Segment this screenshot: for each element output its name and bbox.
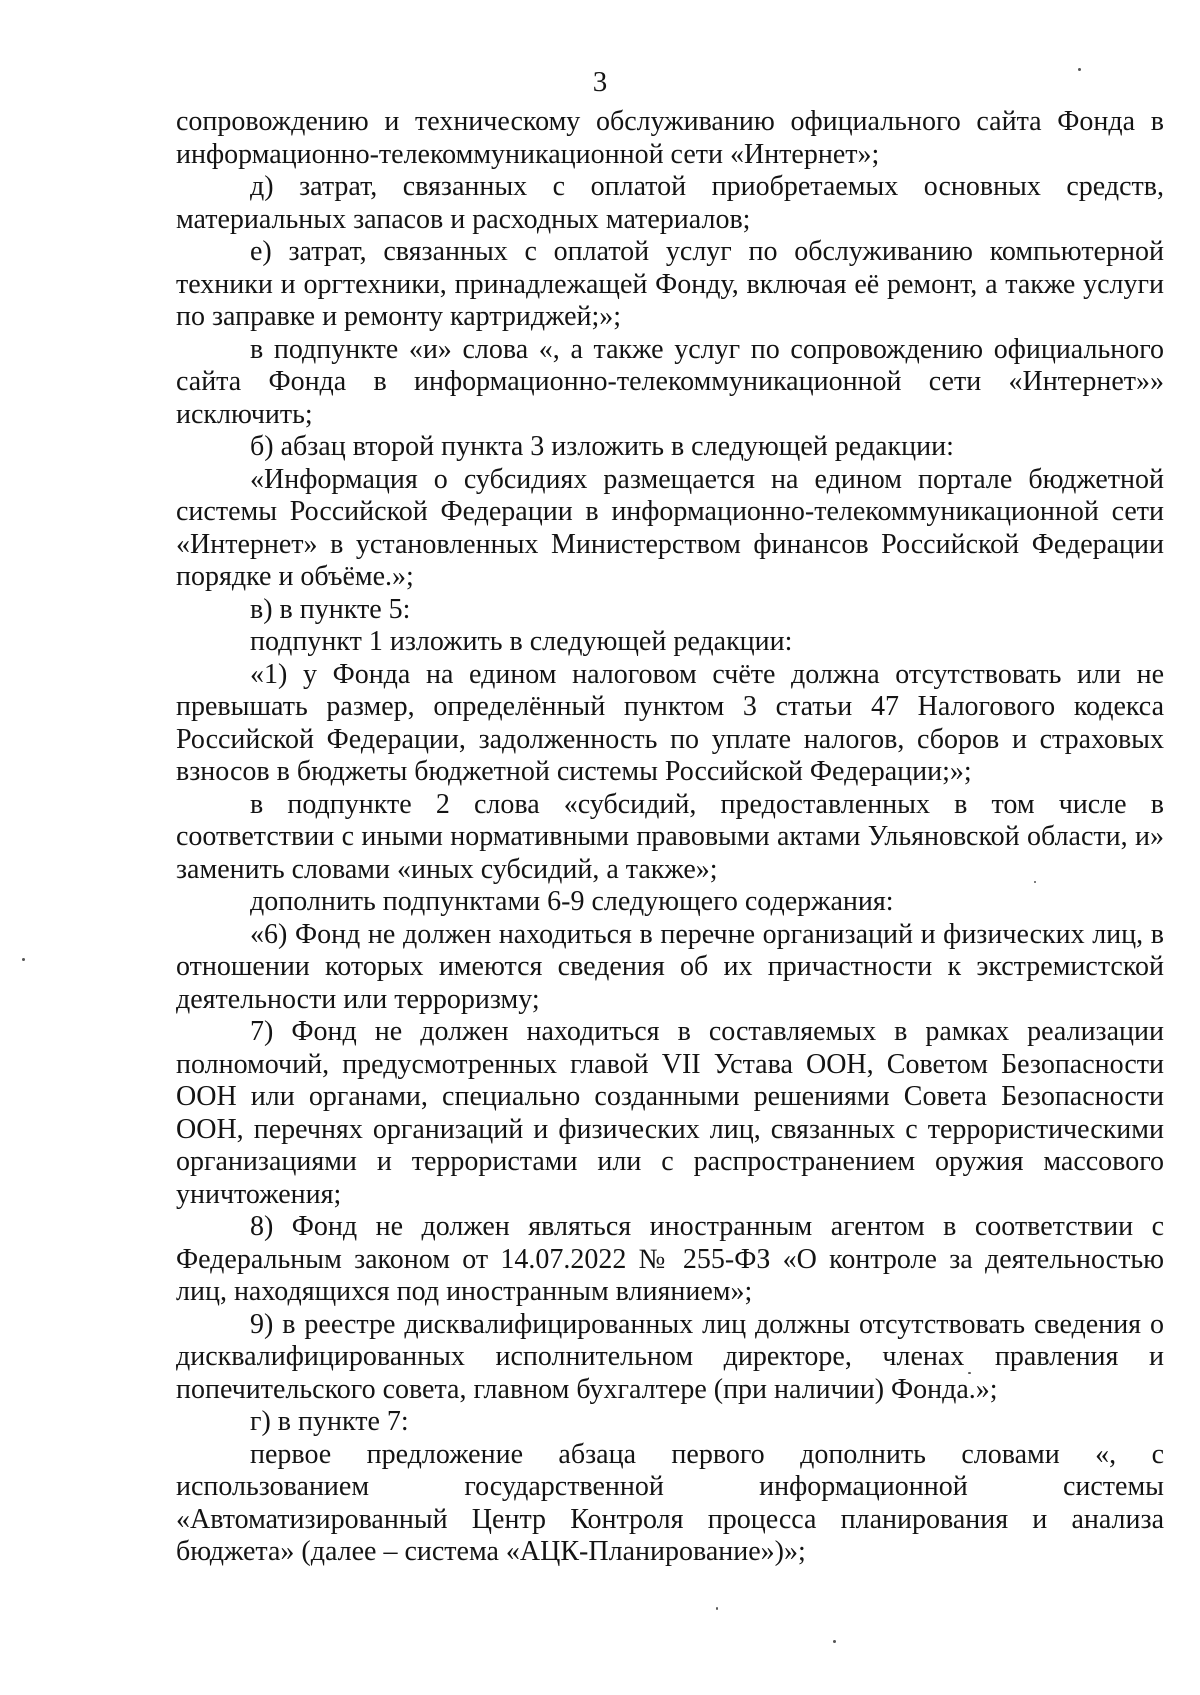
paragraph-subitem-6: «6) Фонд не должен находиться в перечне организаций и физических лиц, в отношении которых имеются сведения об их причастности к экстремистской деятельности или терроризму; [176,918,1164,1015]
paragraph-item-g: г) в пункте 7: [250,1406,409,1437]
scan-speck [1034,881,1036,883]
scan-speck [833,1640,836,1643]
page-number: 3 [592,66,608,98]
paragraph-subitem-i: в подпункте «и» слова «, а также услуг по сопровождению официального сайта Фонда в информационно-телекоммуникационной сети «Интернет»» исключить; [176,333,1164,430]
paragraph-subitem-9: 9) в реестре дисквалифицированных лиц должны отсутствовать сведения о дисквалифицированных исполнительном директоре, членах правления и попечительского совета, главном бухгалтере (при наличии) Фонда.»; [176,1308,1164,1405]
scan-speck [1078,68,1081,71]
paragraph-item-d: д) затрат, связанных с оплатой приобретаемых основных средств, материальных запасов и расходных материалов; [176,171,1164,235]
paragraph-continuation: сопровождению и техническому обслуживанию официального сайта Фонда в информационно-телекоммуникационной сети «Интернет»; [176,106,1164,170]
document-body [176,106,1164,1569]
scan-speck [968,1372,971,1374]
paragraph-subitems-6-9-intro: дополнить подпунктами 6-9 следующего содержания: [250,886,894,917]
paragraph-subitem-7: 7) Фонд не должен находиться в составляемых в рамках реализации полномочий, предусмотренных главой VII Устава ООН, Советом Безопасности ООН или органами, специально созданными решениями Совета Безопасности ООН, перечнях организаций и физических лиц, связанных с террористическими организациями и террористами или с распространением оружия массового уничтожения; [176,1016,1164,1210]
scan-speck [22,958,25,961]
paragraph-item-b: б) абзац второй пункта 3 изложить в следующей редакции: [250,431,954,462]
paragraph-subitem-1: «1) у Фонда на едином налоговом счёте должна отсутствовать или не превышать размер, определённый пунктом 3 статьи 47 Налогового кодекса Российской Федерации, задолженность по уплате налогов, сборов и страховых взносов в бюджеты бюджетной системы Российской Федерации;»; [176,658,1164,787]
paragraph-subitem-1-intro: подпункт 1 изложить в следующей редакции: [250,626,793,657]
scan-speck [716,1607,718,1610]
paragraph-item-g-text: первое предложение абзаца первого дополнить словами «, с использованием государственной информационной системы «Автоматизированный Центр Контроля процесса планирования и анализа бюджета» (далее – система «АЦК-Планирование»)»; [176,1438,1164,1567]
paragraph-subitem-2: в подпункте 2 слова «субсидий, предоставленных в том числе в соответствии с иными нормативными правовыми актами Ульяновской области, и» заменить словами «иных субсидий, а также»; [176,788,1164,885]
paragraph-item-e: е) затрат, связанных с оплатой услуг по обслуживанию компьютерной техники и оргтехники, принадлежащей Фонду, включая её ремонт, а также услуги по заправке и ремонту картриджей;»; [176,236,1164,332]
paragraph-subitem-8: 8) Фонд не должен являться иностранным агентом в соответствии с Федеральным законом от 14.07.2022 № 255-ФЗ «О контроле за деятельностью лиц, находящихся под иностранным влиянием»; [176,1211,1164,1307]
paragraph-item-v: в) в пункте 5: [250,593,411,625]
paragraph-quote-subsidies: «Информация о субсидиях размещается на едином портале бюджетной системы Российской Федерации в информационно-телекоммуникационной сети «Интернет» в установленных Министерством финансов Российской Федерации порядке и объёме.»; [176,463,1164,592]
